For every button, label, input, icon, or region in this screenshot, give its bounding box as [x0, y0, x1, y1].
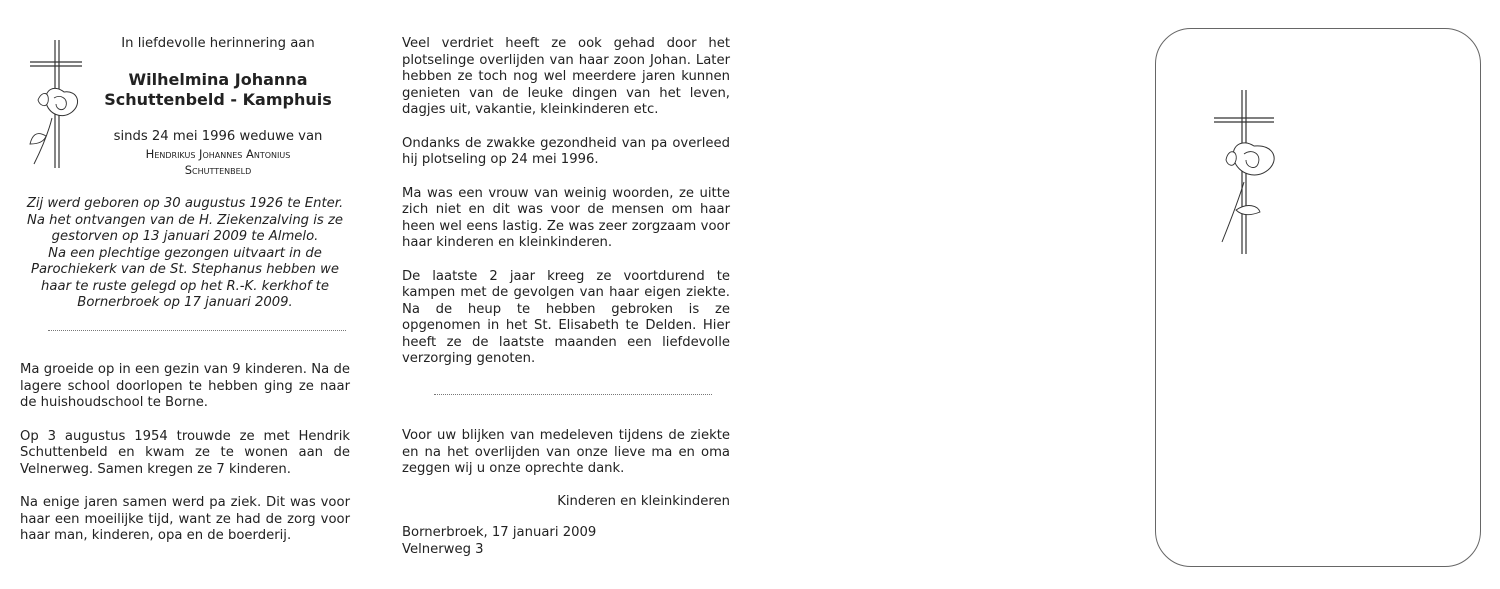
paragraph: De laatste 2 jaar kreeg ze voortdurend te kampen met de gevolgen van haar eigen ziekte. Na de heup te hebben gebroken is ze opgenomen in het St. Elisabeth te Delden. Hier heeft ze de laatste maanden een liefdevolle verzorging genoten. [402, 268, 730, 366]
name-line-2: Schuttenbeld - Kamphuis [104, 90, 332, 109]
birth-line: gestorven op 13 januari 2009 te Almelo. [51, 229, 319, 244]
deceased-name [88, 70, 348, 110]
birth-line: Parochiekerk van de St. Stephanus hebben we [31, 262, 339, 277]
paragraph: Ma was een vrouw van weinig woorden, ze uitte zich niet en dit was voor de mensen om haar heen wel eens lastig. Ze was zeer zorgzaam voor haar kinderen en kleinkinderen. [402, 185, 730, 250]
divider [434, 394, 712, 395]
birth-line: haar te ruste gelegd op het R.-K. kerkhof te [41, 278, 329, 294]
cross-with-rose-icon [24, 40, 84, 170]
paragraph: Veel verdriet heeft ze ook gehad door het plotselinge overlijden van haar zoon Johan. Later hebben ze toch nog wel meerdere jaren kunnen genieten van de leuke dingen van het leven, dagjes uit, vakantie, kleinkinderen etc. [402, 36, 730, 117]
paragraph: Ondanks de zwakke gezondheid van pa overleed hij plotseling op 24 mei 1996. [402, 135, 730, 167]
birth-death-block [20, 196, 350, 312]
paragraph: Op 3 augustus 1954 trouwde ze met Hendrik Schuttenbeld en kwam ze te wonen aan de Velnerweg. Samen kregen ze 7 kinderen. [20, 428, 350, 477]
birth-line: Bornerbroek op 17 januari 2009. [77, 295, 293, 310]
birth-line: Na het ontvangen van de H. Ziekenzalving is ze [27, 212, 343, 228]
divider [48, 330, 346, 331]
paragraph: Na enige jaren samen werd pa ziek. Dit was voor haar een moeilijke tijd, want ze had de zorg voor haar man, kinderen, opa en de boerderij. [20, 495, 350, 543]
address: Velnerweg 3 [402, 541, 484, 557]
widow-info [98, 129, 338, 178]
left-body-text [20, 362, 350, 562]
birth-line: Zij werd geboren op 30 augustus 1926 te Enter. [26, 196, 344, 211]
middle-body-text [402, 36, 730, 385]
card-frame [1155, 28, 1481, 567]
place-date: Bornerbroek, 17 januari 2009 [402, 525, 597, 540]
closing-block [402, 428, 730, 510]
thanks-text: Voor uw blijken van medeleven tijdens de ziekte en na het overlijden van onze lieve ma en oma zeggen wij u onze oprechte dank. [402, 428, 730, 476]
birth-line: Na een plechtige gezongen uitvaart in de [48, 245, 322, 261]
cross-with-rose-icon [1210, 90, 1286, 256]
husband-name-line-1: Hendrikus Johannes Antonius [145, 146, 291, 161]
paragraph: Ma groeide op in een gezin van 9 kinderen. Na de lagere school doorlopen te hebben ging ze naar de huishoudschool te Borne. [20, 362, 350, 410]
name-line-1: Wilhelmina Johanna [128, 70, 308, 89]
intro-text: In liefdevolle herinnering aan [121, 36, 315, 51]
widow-line: sinds 24 mei 1996 weduwe van [113, 129, 323, 144]
place-block [402, 525, 730, 558]
signature: Kinderen en kleinkinderen [557, 493, 730, 509]
husband-name-line-2: Schuttenbeld [184, 162, 252, 177]
